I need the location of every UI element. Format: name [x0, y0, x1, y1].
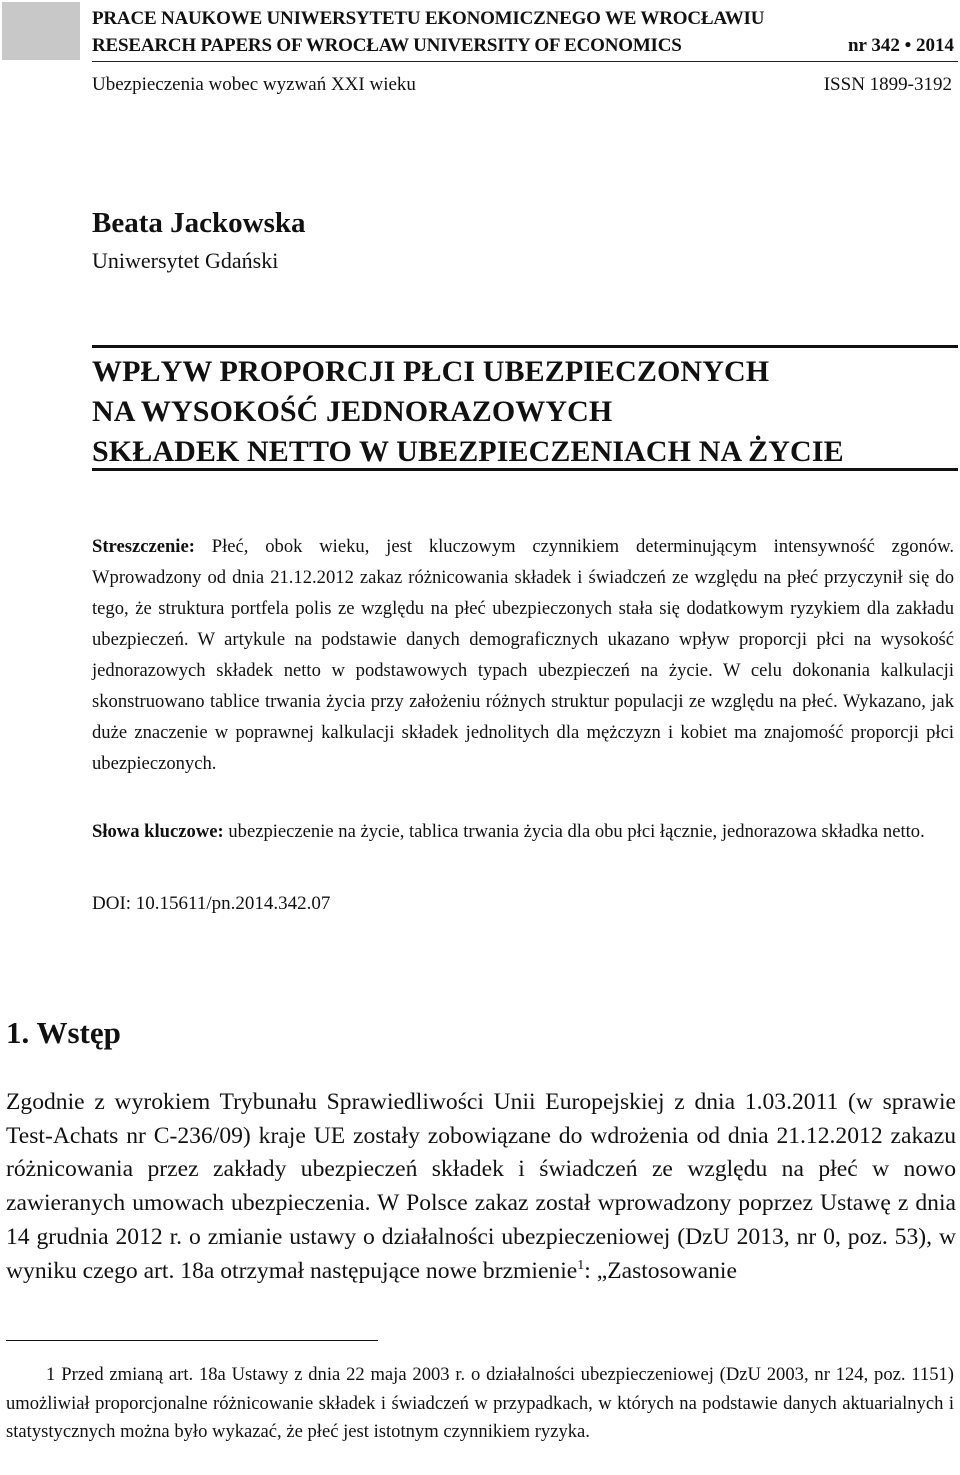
keywords-text: ubezpieczenie na życie, tablica trwania życia dla obu płci łącznie, jednorazowa składka netto.	[223, 821, 925, 842]
footnote	[6, 1361, 954, 1447]
title-divider-bottom	[92, 468, 958, 471]
title-line: SKŁADEK NETTO W UBEZPIECZENIACH NA ŻYCIE	[92, 435, 844, 468]
series-title: Ubezpieczenia wobec wyzwań XXI wieku	[92, 74, 416, 95]
title-divider-top	[92, 345, 958, 348]
keywords	[92, 816, 954, 847]
journal-name-en: RESEARCH PAPERS OF WROCŁAW UNIVERSITY OF ECONOMICS	[92, 35, 682, 56]
abstract-label: Streszczenie:	[92, 536, 195, 557]
header-divider	[92, 61, 958, 62]
footnote-text: Przed zmianą art. 18a Ustawy z dnia 22 maja 2003 r. o działalności ubezpieczeniowej (DzU 2003, nr 124, poz. 1151) umożliwiał proporcjonalne różnicowanie składek i świadczeń w przypadkach, w których na podstawie danych aktuarialnych i statystycznych można było wykazać, że płeć jest istotnym czynnikiem ryzyka.	[6, 1364, 954, 1442]
body-text-after-note: : „Zastosowanie	[584, 1257, 737, 1284]
footnote-divider	[6, 1340, 378, 1341]
header-gray-block	[2, 2, 80, 60]
footnote-reference[interactable]: 1	[577, 1257, 585, 1273]
issn: ISSN 1899-3192	[823, 74, 952, 95]
journal-name-pl: PRACE NAUKOWE UNIWERSYTETU EKONOMICZNEGO WE WROCŁAWIU	[92, 8, 765, 29]
journal-header	[0, 0, 960, 62]
author-name: Beata Jackowska	[92, 207, 306, 239]
footnote-number: 1	[46, 1364, 56, 1385]
article-title	[92, 352, 958, 472]
section-heading: 1. Wstęp	[6, 1015, 121, 1050]
author-affiliation: Uniwersytet Gdański	[92, 248, 279, 273]
body-text-before-note: Zgodnie z wyrokiem Trybunału Sprawiedliwości Unii Europejskiej z dnia 1.03.2011 (w sprawie Test-Achats nr C-236/09) kraje UE zostały zobowiązane do wdrożenia od dnia 21.12.2012 zakazu różnicowania przez zakłady ubezpieczeń składek i świadczeń ze względu na płeć w nowo zawieranych umowach ubezpieczenia. W Polsce zakaz został wprowadzony poprzez Ustawę z dnia 14 grudnia 2012 r. o zmianie ustawy o działalności ubezpieczeniowej (DzU 2013, nr 0, poz. 53), w wyniku czego art. 18a otrzymał następujące nowe brzmienie	[6, 1089, 956, 1284]
issue-number: nr 342 • 2014	[847, 35, 954, 56]
doi: DOI: 10.15611/pn.2014.342.07	[92, 893, 331, 914]
abstract	[92, 531, 954, 779]
body-paragraph	[6, 1086, 956, 1288]
keywords-label: Słowa kluczowe:	[92, 821, 224, 842]
abstract-text: Płeć, obok wieku, jest kluczowym czynnikiem determinującym intensywność zgonów. Wprowadzony od dnia 21.12.2012 zakaz różnicowania składek i świadczeń ze względu na płeć przyczynił się do tego, że struktura portfela polis ze względu na płeć ubezpieczonych stała się dodatkowym ryzykiem dla zakładu ubezpieczeń. W artykule na podstawie danych demograficznych ukazano wpływ proporcji płci na wysokość jednorazowych składek netto w podstawowych typach ubezpieczeń na życie. W celu dokonania kalkulacji skonstruowano tablice trwania życia przy założeniu różnych struktur populacji ze względu na płeć. Wykazano, jak duże znaczenie w poprawnej kalkulacji składek jednolitych dla mężczyzn i kobiet ma znajomość proporcji płci ubezpieczonych.	[92, 536, 954, 774]
title-line: NA WYSOKOŚĆ JEDNORAZOWYCH	[92, 395, 613, 428]
title-line: WPŁYW PROPORCJI PŁCI UBEZPIECZONYCH	[92, 355, 770, 388]
